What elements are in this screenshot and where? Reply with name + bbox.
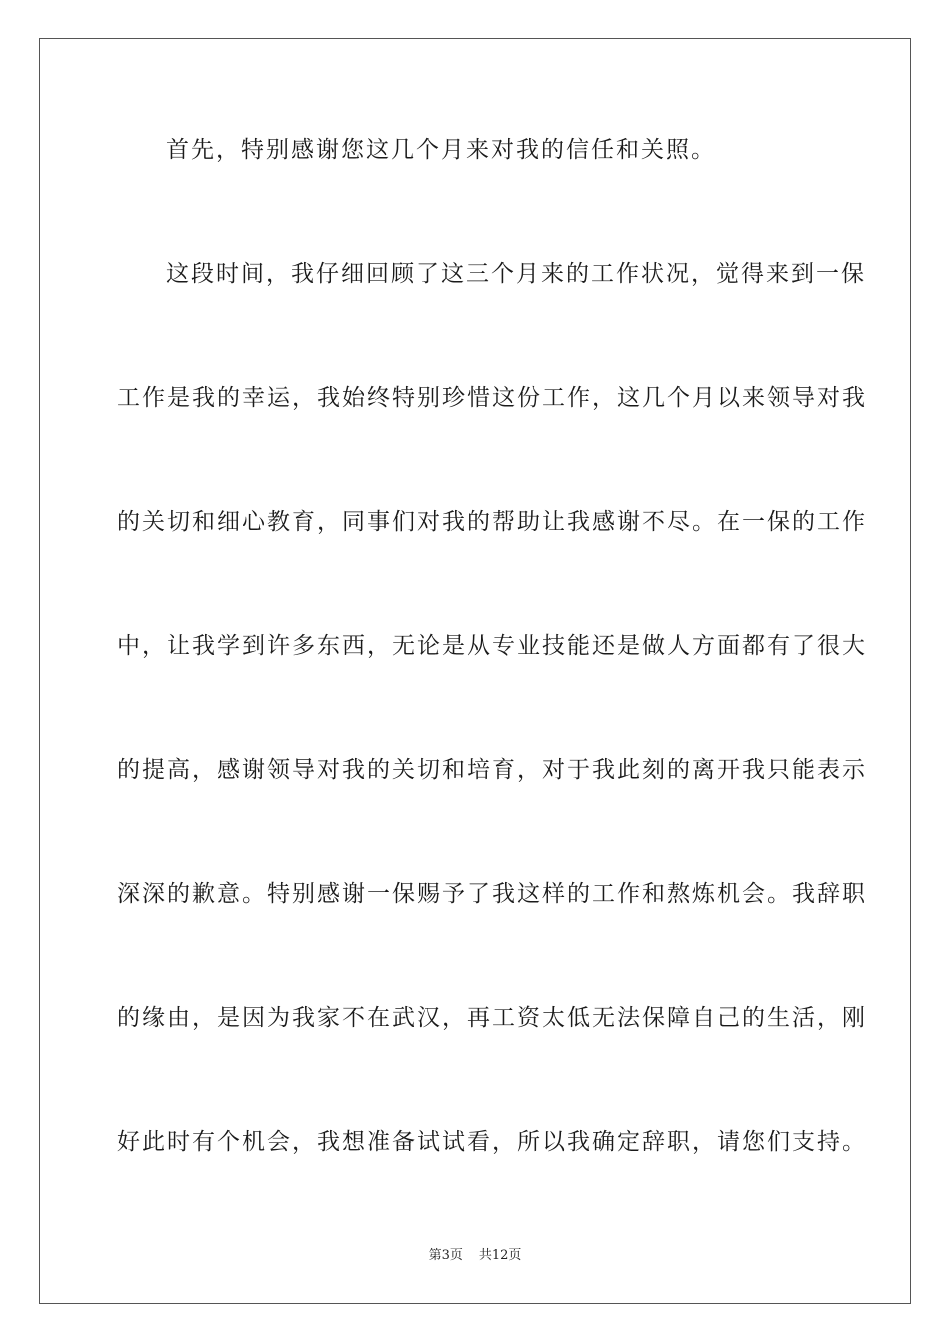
paragraph-2-line-1: 这段时间，我仔细回顾了这三个月来的工作状况，觉得来到一保 xyxy=(166,261,866,287)
paragraph-2-line-2: 工作是我的幸运，我始终特别珍惜这份工作，这几个月以来领导对我 xyxy=(117,385,867,411)
paragraph-2-line-6: 深深的歉意。特别感谢一保赐予了我这样的工作和熬炼机会。我辞职 xyxy=(117,881,867,907)
paragraph-2-line-3: 的关切和细心教育，同事们对我的帮助让我感谢不尽。在一保的工作 xyxy=(117,509,867,535)
paragraph-2-line-8: 好此时有个机会，我想准备试试看，所以我确定辞职，请您们支持。 xyxy=(117,1129,867,1155)
paragraph-2-line-5: 的提高，感谢领导对我的关切和培育，对于我此刻的离开我只能表示 xyxy=(117,757,867,783)
page-border xyxy=(39,38,911,1304)
page-footer xyxy=(0,1247,950,1265)
paragraph-2-line-7: 的缘由，是因为我家不在武汉，再工资太低无法保障自己的生活，刚 xyxy=(117,1005,867,1031)
paragraph-2-line-4: 中，让我学到许多东西，无论是从专业技能还是做人方面都有了很大 xyxy=(117,633,867,659)
page-total: 共12页 xyxy=(478,1248,522,1263)
page-number: 第3页 xyxy=(428,1248,463,1263)
paragraph-1-line-1: 首先，特别感谢您这几个月来对我的信任和关照。 xyxy=(166,137,716,163)
